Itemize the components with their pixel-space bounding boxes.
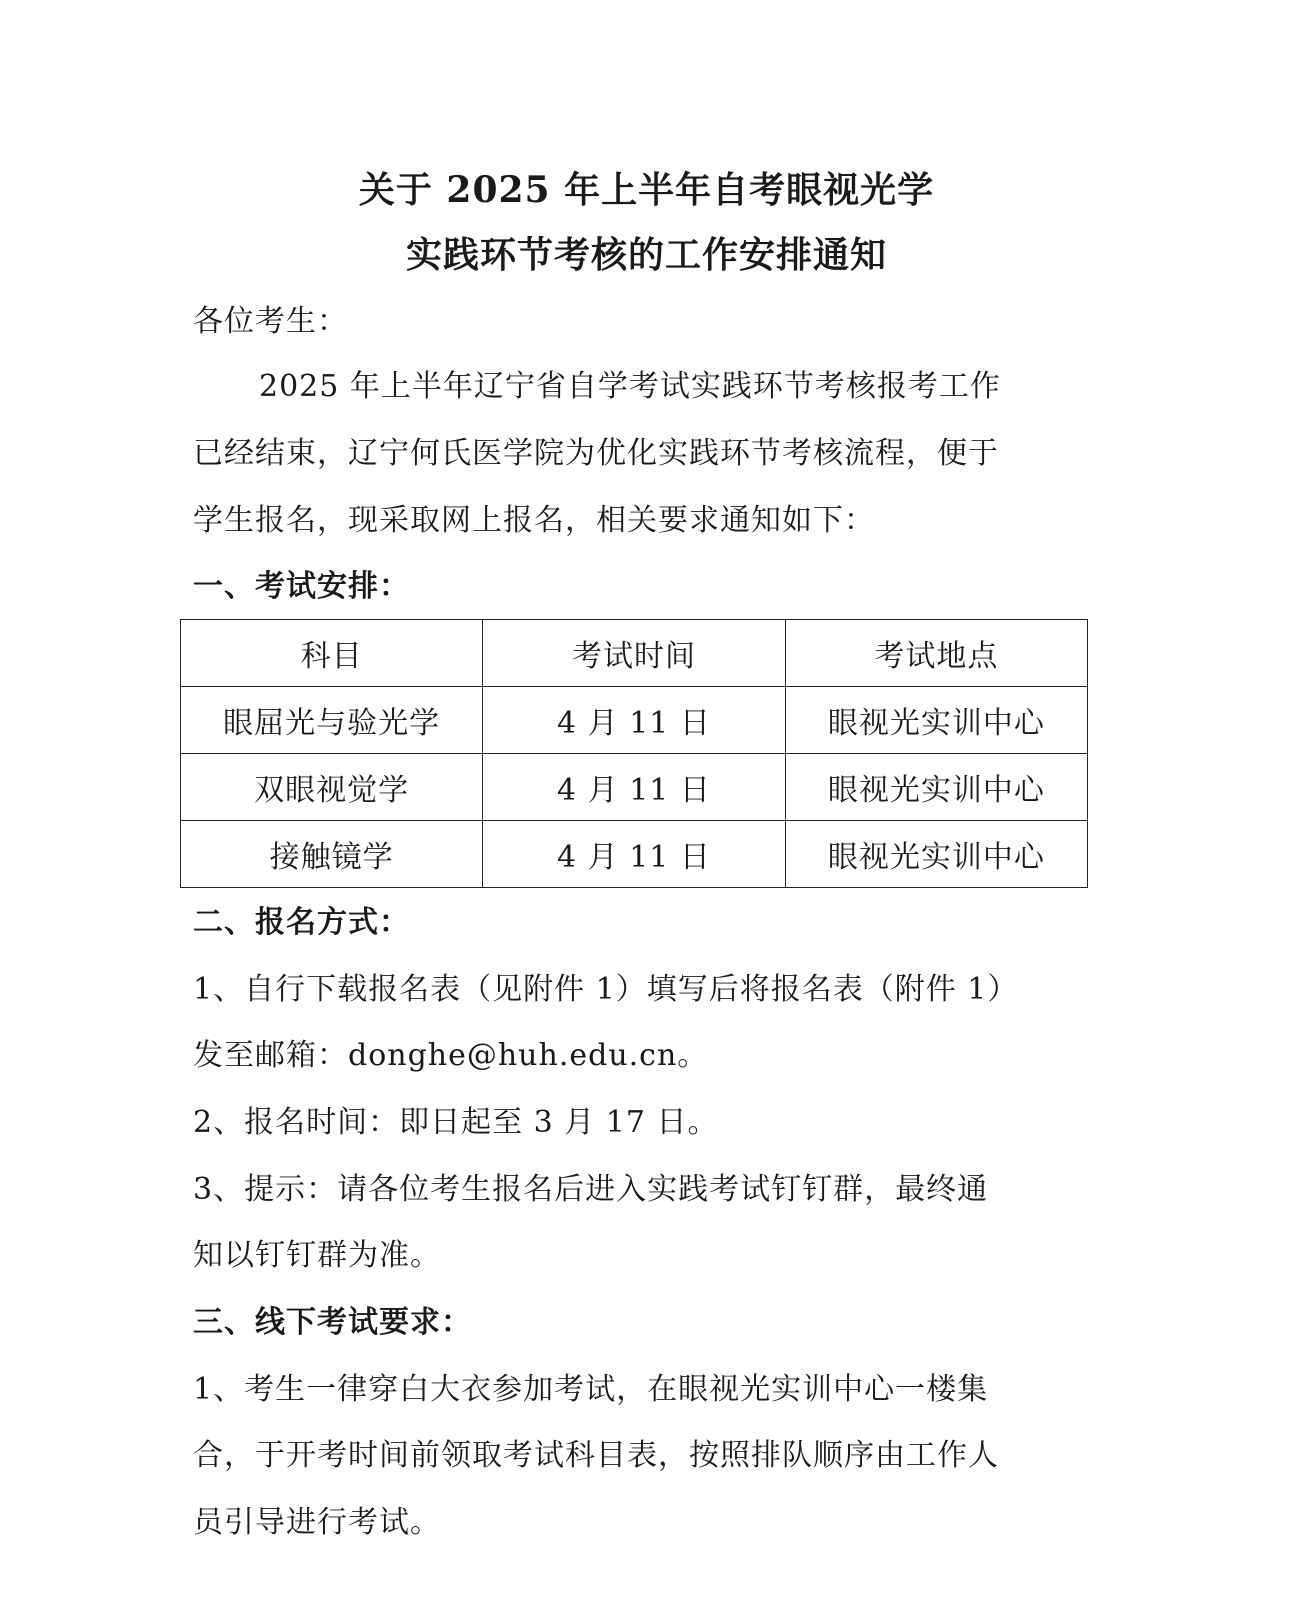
table-header-row [181,620,1088,687]
table-header-cell: 考试时间 [483,620,785,687]
table-cell-subject: 眼屈光与验光学 [181,687,483,754]
registration-item-2: 2、报名时间：即日起至 3 月 17 日。 [193,1105,719,1140]
offline-item-1-line-1: 1、考生一律穿白大衣参加考试，在眼视光实训中心一楼集 [193,1372,989,1407]
registration-item-3-line-2: 知以钉钉群为准。 [193,1238,441,1273]
registration-item-3-line-1: 3、提示：请各位考生报名后进入实践考试钉钉群，最终通 [193,1172,989,1207]
intro-line-3: 学生报名，现采取网上报名，相关要求通知如下： [193,503,875,538]
exam-schedule-table [180,619,1088,888]
table-cell-date: 4 月 11 日 [483,687,785,754]
table-cell-location: 眼视光实训中心 [785,687,1087,754]
table-header-cell: 考试地点 [785,620,1087,687]
table-row [181,821,1088,888]
offline-item-1-line-3: 员引导进行考试。 [193,1505,441,1540]
table-cell-subject: 双眼视觉学 [181,754,483,821]
table-cell-location: 眼视光实训中心 [785,821,1087,888]
section-heading-registration: 二、报名方式： [193,905,410,940]
document-title-line-1: 关于 2025 年上半年自考眼视光学 [358,169,935,211]
document-title-line-2: 实践环节考核的工作安排通知 [405,234,887,276]
section-heading-exam-schedule: 一、考试安排： [193,569,410,604]
table-cell-date: 4 月 11 日 [483,821,785,888]
table-cell-location: 眼视光实训中心 [785,754,1087,821]
intro-line-2: 已经结束，辽宁何氏医学院为优化实践环节考核流程，便于 [193,436,999,471]
salutation: 各位考生： [193,304,348,339]
offline-item-1-line-2: 合，于开考时间前领取考试科目表，按照排队顺序由工作人 [193,1438,999,1473]
table-row [181,687,1088,754]
registration-item-1-line-1: 1、自行下载报名表（见附件 1）填写后将报名表（附件 1） [193,972,1019,1007]
table-row [181,754,1088,821]
table-header-cell: 科目 [181,620,483,687]
table-cell-subject: 接触镜学 [181,821,483,888]
section-heading-offline-exam: 三、线下考试要求： [193,1305,472,1340]
intro-line-1: 2025 年上半年辽宁省自学考试实践环节考核报考工作 [259,369,1001,404]
table-cell-date: 4 月 11 日 [483,754,785,821]
registration-item-1-line-2: 发至邮箱：donghe@huh.edu.cn。 [193,1038,709,1073]
